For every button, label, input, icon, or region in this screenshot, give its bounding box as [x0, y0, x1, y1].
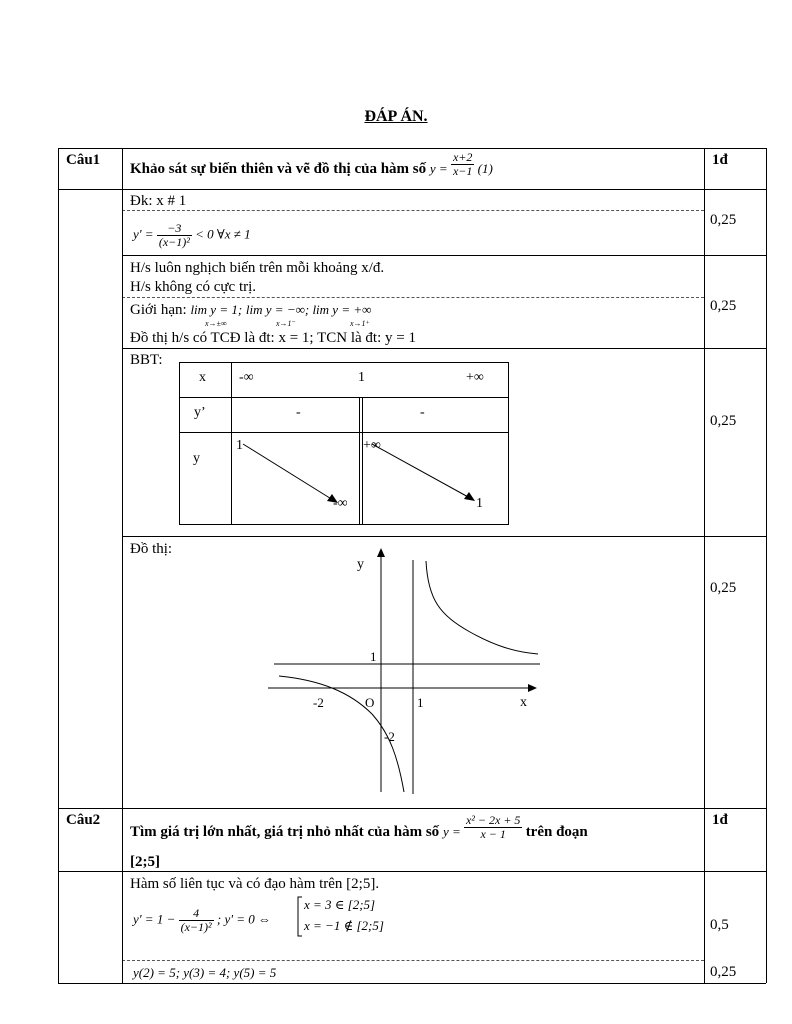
q1-lim2-sub1: x→1⁻	[276, 319, 296, 328]
q2-formula-num: x² − 2x + 5	[465, 812, 521, 827]
q2-deriv-zero: ; y' = 0 ⇔	[216, 911, 272, 927]
bbt-x-plus-inf: +∞	[466, 370, 484, 385]
q1-limit-label: Giới hạn:	[130, 302, 187, 318]
q2-interval: [2;5]	[130, 854, 160, 870]
q1-lim1-sub: x→±∞	[205, 319, 227, 328]
q2-deriv-lhs: y' = 1 −	[133, 911, 176, 927]
q2-prompt-tail: trên đoạn	[525, 824, 588, 840]
q2-values: y(2) = 5; y(3) = 4; y(5) = 5	[133, 965, 277, 980]
bbt-x-label: x	[199, 370, 206, 385]
graph-x-label: x	[520, 695, 527, 710]
q2-deriv-den: (x−1)²	[180, 920, 212, 934]
q1-score-a: 0,25	[710, 212, 737, 228]
bbt-y-right-top: +∞	[363, 438, 381, 453]
q1-deriv-rhs: < 0 ∀x ≠ 1	[195, 226, 251, 242]
q2-root1: x = 3 ∈ [2;5]	[304, 897, 376, 912]
q1-formula-tag: (1)	[477, 161, 493, 176]
graph-tick-1-y: 1	[370, 649, 377, 664]
q1-asymptotes: Đồ thị h/s có TCĐ là đt: x = 1; TCN là đt: y = 1	[130, 330, 416, 346]
q1-prompt-text: Khảo sát sự biến thiên và vẽ đồ thị của hàm số	[130, 161, 427, 177]
q1-domain: Đk: x # 1	[130, 193, 187, 209]
bbt-y-left-top: 1	[236, 438, 243, 453]
bbt-y-label: y	[193, 451, 200, 466]
graph-tick-minus2-y: -2	[384, 729, 395, 744]
q2-formula-y: y =	[442, 824, 461, 839]
graph-tick-1-x: 1	[417, 695, 424, 710]
q1-lim2-sub2: x→1⁺	[350, 319, 370, 328]
bbt-yprime-label: y’	[194, 405, 206, 420]
q1-score-d: 0,25	[710, 580, 737, 596]
q1-points: 1đ	[712, 152, 728, 168]
bbt-yprime-right: -	[420, 405, 425, 420]
q2-root2: x = −1 ∉ [2;5]	[304, 918, 384, 933]
bbt-y-right-bottom: 1	[476, 496, 483, 511]
q1-deriv-den: (x−1)²	[158, 235, 190, 249]
graph-label: Đồ thị:	[130, 541, 173, 557]
graph-origin: O	[365, 695, 375, 710]
q2-formula-den: x − 1	[480, 826, 506, 841]
bbt-x-one: 1	[358, 370, 365, 385]
q2-points: 1đ	[712, 812, 728, 828]
q1-score-c: 0,25	[710, 413, 737, 429]
q1-deriv-lhs: y' =	[133, 226, 154, 242]
q2-score-b: 0,25	[710, 964, 737, 980]
q2-score-a: 0,5	[710, 917, 729, 933]
q1-monotonic: H/s luôn nghịch biến trên mỗi khoảng x/đ.	[130, 260, 385, 276]
q1-deriv-num: −3	[157, 222, 192, 236]
q1-label: Câu1	[66, 152, 101, 168]
bbt-y-left-bottom: -∞	[333, 496, 348, 511]
graph-tick-minus2-x: -2	[313, 695, 324, 710]
bbt-yprime-left: -	[296, 405, 301, 420]
q1-formula-den: x−1	[452, 163, 473, 178]
q1-score-b: 0,25	[710, 298, 737, 314]
q2-continuity: Hàm số liên tục và có đạo hàm trên [2;5].	[130, 876, 380, 892]
bbt-label: BBT:	[130, 352, 163, 368]
q1-formula-num: x+2	[452, 149, 473, 164]
graph-y-label: y	[357, 557, 364, 572]
page-title: ĐÁP ÁN.	[364, 108, 428, 125]
bbt-x-minus-inf: -∞	[239, 370, 254, 385]
q1-lim2: lim y = −∞; lim y = +∞	[245, 302, 372, 317]
q1-no-extrema: H/s không có cực trị.	[130, 279, 257, 295]
q2-prompt-text: Tìm giá trị lớn nhất, giá trị nhỏ nhất của hàm số	[130, 824, 440, 840]
q2-label: Câu2	[66, 812, 101, 828]
q1-lim1: lim y = 1;	[190, 302, 243, 317]
q2-deriv-num: 4	[179, 907, 214, 921]
q1-formula-y: y =	[429, 161, 448, 176]
